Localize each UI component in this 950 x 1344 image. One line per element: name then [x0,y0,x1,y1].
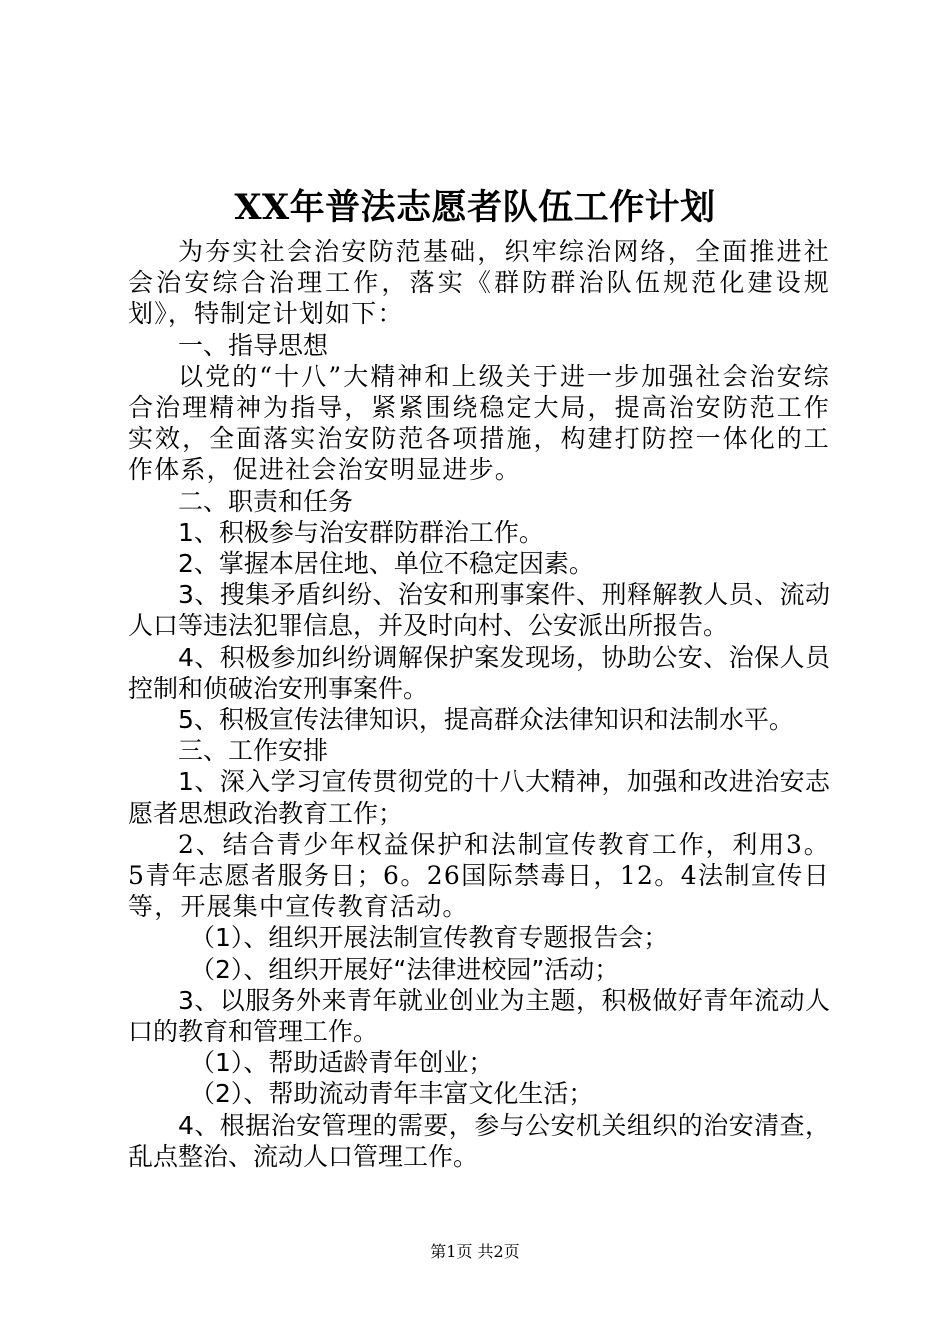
section-heading: 三、工作安排 [178,736,329,766]
document-body [128,236,830,1172]
page-footer: 第1页 共2页 [430,1242,520,1261]
list-item: 1、积极参与治安群防群治工作。 [178,517,544,547]
sub-list-item: （2）、组织开展好“法律进校园”活动； [190,954,620,984]
list-item: 1、深入学习宣传贯彻党的十八大精神，加强和改进治安志愿者思想政治教育工作； [128,767,830,828]
intro-paragraph: 为夯实社会治安防范基础，织牢综治网络，全面推进社会治安综合治理工作，落实《群防群治队伍规范化建设规划》，特制定计划如下： [128,237,830,329]
sub-list-item: （1）、组织开展法制宣传教育专题报告会； [190,923,669,953]
list-item: 2、结合青少年权益保护和法制宣传教育工作，利用3。5青年志愿者服务日；6。26国际禁毒日，12。4法制宣传日等，开展集中宣传教育活动。 [128,829,830,922]
list-item: 4、积极参加纠纷调解保护案发现场，协助公安、治保人员控制和侦破治安刑事案件。 [128,642,830,703]
section-heading: 二、职责和任务 [178,486,354,516]
body-paragraph: 以党的“十八”大精神和上级关于进一步加强社会治安综合治理精神为指导，紧紧围绕稳定大局，提高治安防范工作实效，全面落实治安防范各项措施，构建打防控一体化的工作体系，促进社会治安明显进步。 [128,361,830,485]
sub-list-item: （1）、帮助适龄青年创业； [190,1048,494,1078]
list-item: 2、掌握本居住地、单位不稳定因素。 [178,549,594,579]
list-item: 3、以服务外来青年就业创业为主题，积极做好青年流动人口的教育和管理工作。 [128,985,830,1047]
list-item: 4、根据治安管理的需要，参与公安机关组织的治安清查，乱点整治、流动人口管理工作。 [128,1110,830,1171]
section-heading: 一、指导思想 [178,330,329,360]
list-item: 3、搜集矛盾纠纷、治安和刑事案件、刑释解教人员、流动人口等违法犯罪信息，并及时向村、公安派出所报告。 [128,580,830,641]
sub-list-item: （2）、帮助流动青年丰富文化生活； [190,1079,594,1109]
document-title: XX年普法志愿者队伍工作计划 [234,187,716,228]
list-item: 5、积极宣传法律知识，提高群众法律知识和法制水平。 [178,705,794,735]
